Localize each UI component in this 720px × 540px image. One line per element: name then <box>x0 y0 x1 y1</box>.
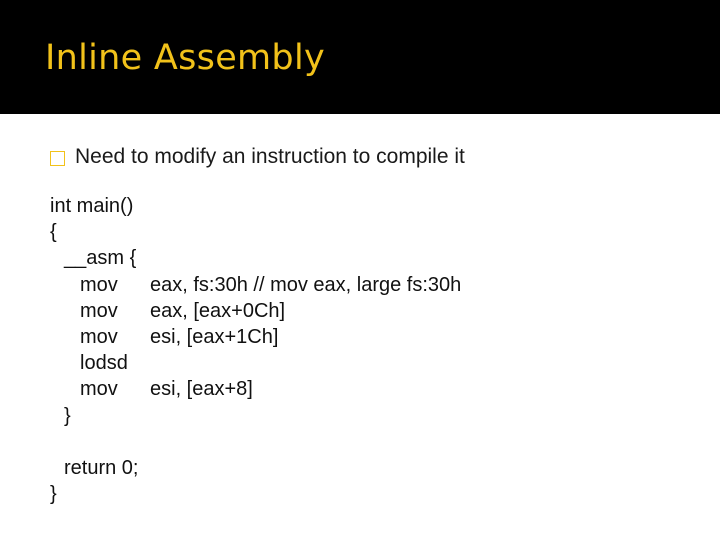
asm-mnemonic: mov <box>80 299 118 322</box>
asm-operands: eax, [eax+0Ch] <box>150 299 286 322</box>
bullet-text: Need to modify an instruction to compile it <box>75 145 465 168</box>
asm-operands: esi, [eax+8] <box>150 378 253 401</box>
code-blank-line <box>50 429 461 455</box>
code-block <box>50 193 461 507</box>
code-line: } <box>50 483 57 506</box>
title-bar <box>0 0 720 114</box>
code-line: return 0; <box>64 456 139 479</box>
code-line: } <box>64 404 71 427</box>
asm-mnemonic: lodsd <box>80 352 128 375</box>
asm-instruction <box>50 272 461 298</box>
asm-mnemonic: mov <box>80 273 118 296</box>
asm-instruction <box>50 298 461 324</box>
asm-instruction <box>50 324 461 350</box>
asm-instruction <box>50 376 461 402</box>
code-line: int main() <box>50 195 134 217</box>
code-line: __asm { <box>64 247 137 270</box>
asm-instruction <box>50 350 461 376</box>
slide-title: Inline Assembly <box>45 38 325 78</box>
asm-operands: eax, fs:30h // mov eax, large fs:30h <box>150 273 462 296</box>
asm-operands: esi, [eax+1Ch] <box>150 325 279 348</box>
checkbox-bullet-icon <box>50 151 65 166</box>
asm-mnemonic: mov <box>80 378 118 401</box>
bullet-item <box>50 145 465 169</box>
asm-mnemonic: mov <box>80 325 118 348</box>
code-line: { <box>50 221 57 244</box>
